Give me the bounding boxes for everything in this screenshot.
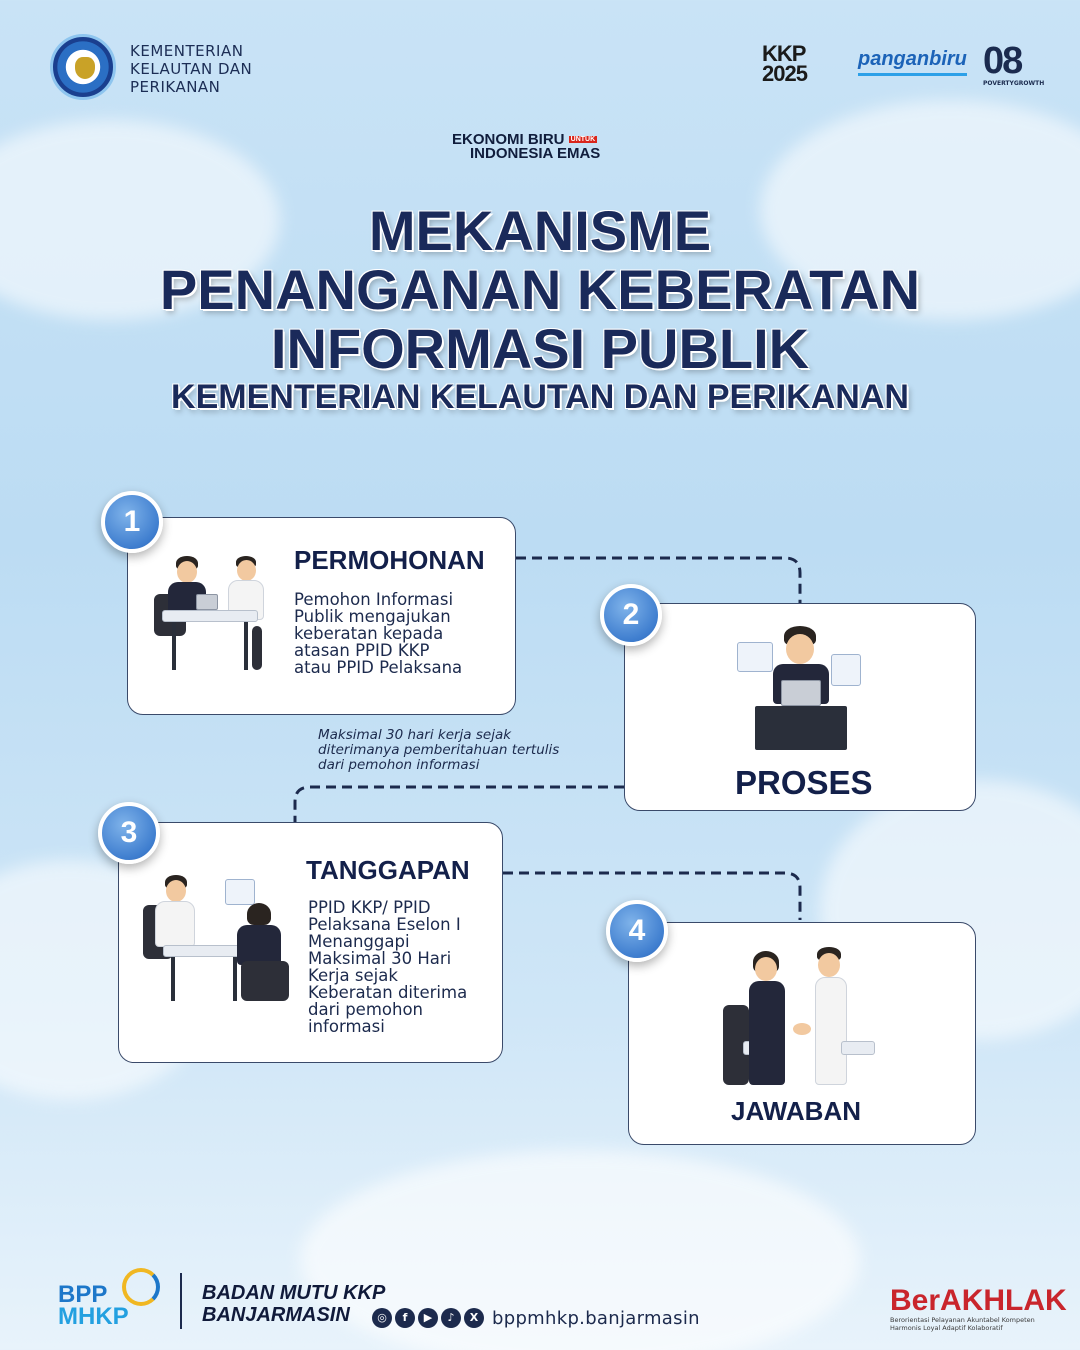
step-1-badge: 1 (101, 491, 163, 553)
step-card-tanggapan (118, 822, 503, 1063)
x-icon[interactable]: X (464, 1308, 484, 1328)
page-title-line2: PENANGANAN KEBERATAN (159, 258, 921, 321)
handshake-illustration (723, 945, 877, 1085)
step-3-description: PPID KKP/ PPID Pelaksana Eselon I Menanggapi Maksimal 30 Hari Kerja sejak Keberatan diterima dari pemohon informasi (308, 898, 468, 1036)
footer-divider (180, 1273, 182, 1329)
badan-mutu-name: BADAN MUTU KKP BANJARMASIN (202, 1282, 386, 1326)
social-icons (372, 1308, 484, 1328)
youtube-icon[interactable]: ▶ (418, 1308, 438, 1328)
page-title-line1: MEKANISME (368, 199, 712, 262)
facebook-icon[interactable]: f (395, 1308, 415, 1328)
ministry-name: KEMENTERIAN KELAUTAN DAN PERIKANAN (130, 42, 253, 96)
meeting-illustration (148, 556, 278, 676)
connector-2-3 (295, 787, 624, 822)
connector-1-2 (516, 558, 800, 603)
step-card-jawaban (628, 922, 976, 1145)
panganbiru-logo: panganbiru (858, 48, 967, 76)
response-meeting-illustration (141, 875, 291, 1015)
berakhlak-logo: BerAKHLAK (890, 1284, 1067, 1317)
step-4-badge: 4 (606, 900, 668, 962)
step-3-badge: 3 (98, 802, 160, 864)
08-logo-subtitle: POVERTY GROWTH (983, 80, 1045, 87)
bpp-mhkp-logo: BPP MHKP (58, 1281, 129, 1330)
social-handle[interactable]: bppmhkp.banjarmasin (492, 1308, 700, 1329)
page-title-line3: INFORMASI PUBLIK (270, 317, 810, 380)
tiktok-icon[interactable]: ♪ (441, 1308, 461, 1328)
instagram-icon[interactable]: ◎ (372, 1308, 392, 1328)
bpp-mhkp-mark-icon (122, 1268, 160, 1306)
kkp-2025-logo: KKP 2025 (762, 41, 807, 86)
step-3-title: TANGGAPAN (306, 855, 470, 885)
page-subtitle: KEMENTERIAN KELAUTAN DAN PERIKANAN (171, 378, 909, 416)
step-1-title: PERMOHONAN (294, 545, 485, 575)
step-2-badge: 2 (600, 584, 662, 646)
step-card-permohonan (127, 517, 516, 715)
berakhlak-subtitle: Berorientasi Pelayanan Akuntabel Kompeten Harmonis Loyal Adaptif Kolaboratif (890, 1316, 1035, 1332)
step-1-description: Pemohon Informasi Publik mengajukan keberatan kepada atasan PPID KKP atau PPID Pelaksana (294, 590, 463, 677)
step-4-title: JAWABAN (731, 1096, 862, 1126)
step-2-title: PROSES (735, 764, 873, 801)
office-worker-illustration (733, 626, 869, 750)
time-limit-note: Maksimal 30 hari kerja sejak diterimanya pemberitahuan tertulis dari pemohon informasi (318, 727, 560, 773)
step-card-proses (624, 603, 976, 811)
ekonomi-biru-tagline: EKONOMI BIRU $^{UNTUK}$ INDONESIA EMAS (452, 131, 601, 162)
08-logo: 08 (983, 40, 1022, 82)
